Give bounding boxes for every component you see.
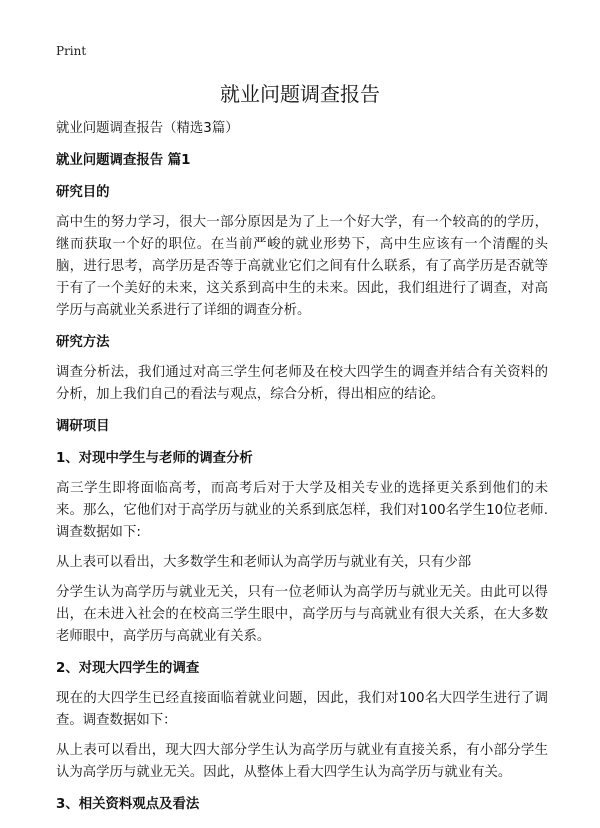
document-body	[56, 118, 548, 824]
heading-item-2: 2、对现大四学生的调查	[56, 661, 200, 676]
heading-research-purpose: 研究目的	[56, 185, 110, 200]
paragraph-item-1b: 从上表可以看出，大多数学生和老师认为高学历与就业有关，只有少部	[56, 555, 472, 570]
paragraph-research-purpose: 高中生的努力学习，很大一部分原因是为了上一个好大学，有一个较高的的学历，继而获取一个好的职位。在当前严峻的就业形势下，高中生应该有一个清醒的头脑，进行思考，高学历是否等于高就业它们之间有什么联系，有了高学历是否就等于有了一个美好的未来，这关系到高中生的未来。因此，我们组进行了调查，对高学历与高就业关系进行了详细的调查分析。	[56, 215, 548, 318]
paragraph-item-2b: 从上表可以看出，现大四大部分学生认为高学历与就业有直接关系，有小部分学生认为高学历与就业无关。因此，从整体上看大四学生认为高学历与就业有关。	[56, 743, 548, 780]
section-title: 就业问题调查报告 篇1	[56, 153, 191, 168]
paragraph-research-method: 调查分析法，我们通过对高三学生何老师及在校大四学生的调查并结合有关资料的分析，加上我们自己的看法与观点，综合分析，得出相应的结论。	[56, 365, 548, 402]
page-title: 就业问题调查报告	[220, 82, 380, 106]
heading-item-1: 1、对现中学生与老师的调查分析	[56, 451, 253, 466]
heading-survey-items: 调研项目	[56, 419, 110, 434]
document-subtitle: 就业问题调查报告（精选3篇）	[56, 121, 239, 136]
heading-item-3: 3、相关资料观点及看法	[56, 797, 200, 812]
paragraph-item-2a: 现在的大四学生已经直接面临着就业问题，因此，我们对100名大四学生进行了调查。调查数据如下：	[56, 691, 548, 728]
heading-research-method: 研究方法	[56, 335, 110, 350]
print-label: Print	[56, 44, 87, 58]
paragraph-item-1c: 分学生认为高学历与就业无关，只有一位老师认为高学历与就业无关。由此可以得出，在未进入社会的在校高三学生眼中，高学历与与高就业有很大关系，在大多数老师眼中，高学历与高就业有关系。	[56, 585, 548, 644]
paragraph-item-1a: 高三学生即将面临高考，而高考后对于大学及相关专业的选择更关系到他们的未来。那么，它他们对于高学历与就业的关系到底怎样，我们对100名学生10位老师.调查数据如下:	[56, 481, 548, 540]
